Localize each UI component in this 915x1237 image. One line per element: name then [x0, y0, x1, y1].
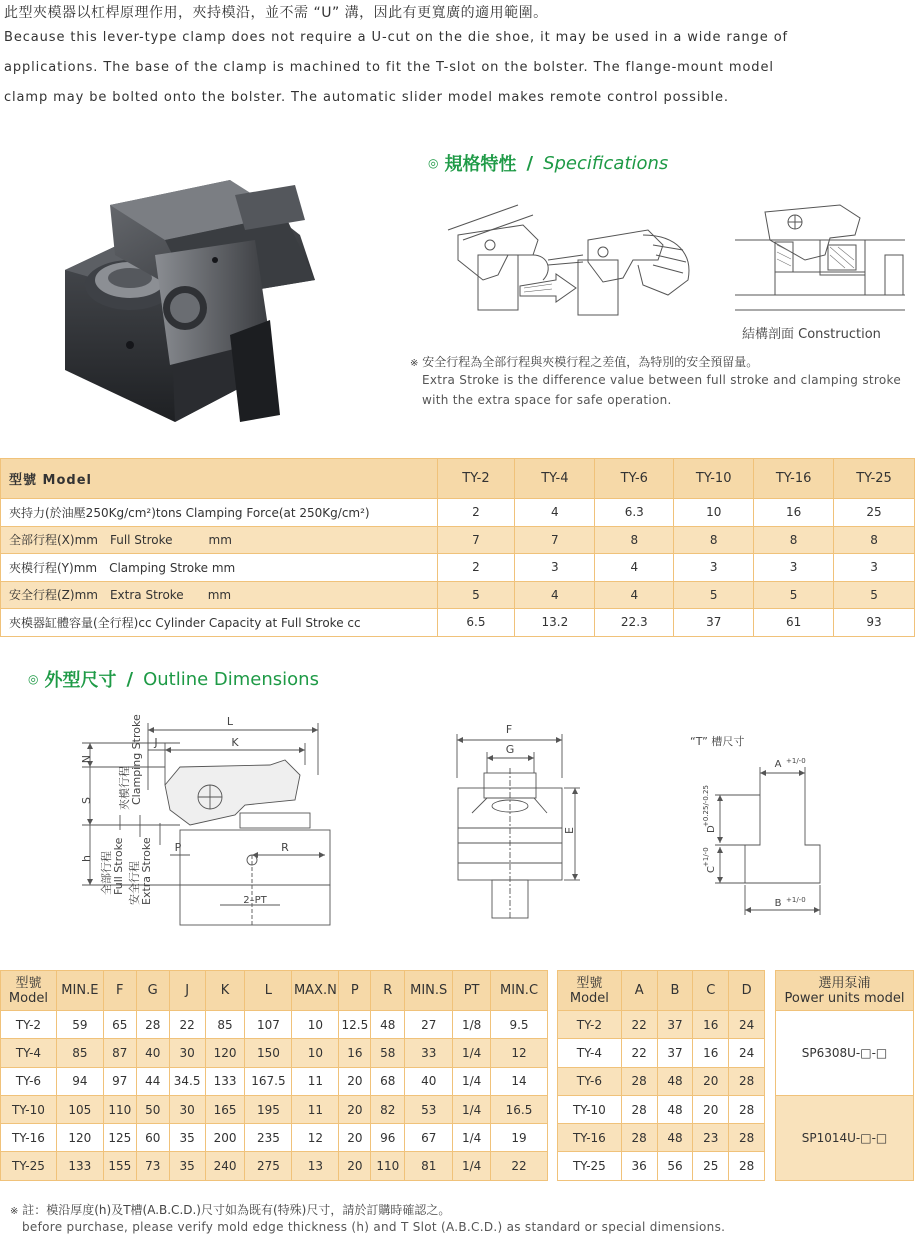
outline-dimensions-heading	[28, 666, 319, 692]
spec-cell: 4	[595, 554, 674, 582]
extra-stroke-en: Extra Stroke	[140, 837, 153, 905]
dim-cell: 10	[292, 1011, 339, 1039]
dim-cell: 155	[103, 1152, 136, 1180]
dim-cell: 40	[136, 1039, 169, 1067]
tslot-cell: 28	[729, 1152, 765, 1180]
tslot-cell: 16	[693, 1039, 729, 1067]
tslot-cell: 28	[729, 1067, 765, 1095]
spec-cell: 8	[754, 526, 834, 554]
dim-cell: 165	[205, 1095, 245, 1123]
spec-cell: 2	[437, 554, 515, 582]
spec-cell: 16	[754, 499, 834, 527]
power-units-header-en: Power units model	[784, 990, 905, 1006]
spec-model-header: 型號 Model	[1, 459, 438, 499]
dim-label-r: R	[281, 841, 289, 854]
spec-cell: 8	[674, 526, 754, 554]
power-units-header-zh: 選用泵浦	[818, 975, 871, 991]
dim-cell: 9.5	[491, 1011, 548, 1039]
dim-cell: 20	[339, 1095, 371, 1123]
heading-bullet-icon: ◎	[28, 672, 39, 686]
footer-note-zh-text: 註：模沿厚度(h)及T槽(A.B.C.D.)尺寸如為既有(特殊)尺寸，請於訂購時確認之。	[22, 1203, 451, 1217]
tslot-cell: 28	[621, 1067, 657, 1095]
dim-header: J	[169, 971, 205, 1011]
dim-cell: 110	[371, 1152, 405, 1180]
dim-cell: 30	[169, 1095, 205, 1123]
dim-cell: 48	[371, 1011, 405, 1039]
spec-cell: 6.3	[595, 499, 674, 527]
footer-note-mark-icon: ※	[10, 1206, 19, 1217]
tslot-cell: 48	[657, 1095, 693, 1123]
extra-stroke-note-en-line-2: with the extra space for safe operation.	[422, 393, 672, 407]
tslot-header: B	[657, 971, 693, 1011]
dim-cell: 11	[292, 1095, 339, 1123]
spec-row-label: 夾模行程(Y)mm Clamping Stroke mm	[1, 554, 438, 582]
dim-cell: 97	[103, 1067, 136, 1095]
dim-cell: 59	[56, 1011, 103, 1039]
dim-tol-a: +1/-0	[786, 757, 806, 765]
dim-cell: 110	[103, 1095, 136, 1123]
dim-cell: 87	[103, 1039, 136, 1067]
power-unit-row	[776, 1096, 914, 1181]
dim-label-n: N	[80, 755, 93, 764]
table-row	[1, 1067, 548, 1095]
spec-cell: 6.5	[437, 609, 515, 637]
dim-header: K	[205, 971, 245, 1011]
dim-cell: 275	[245, 1152, 292, 1180]
dim-cell: 22	[169, 1011, 205, 1039]
spec-row-label: 安全行程(Z)mm Extra Stroke mm	[1, 581, 438, 609]
specifications-title-zh: 規格特性	[444, 154, 517, 175]
tslot-cell: 37	[657, 1011, 693, 1039]
dim-cell: 85	[56, 1039, 103, 1067]
tslot-cell: TY-4	[558, 1039, 622, 1067]
dim-cell: 167.5	[245, 1067, 292, 1095]
clamp-operation-diagram	[438, 200, 703, 325]
dim-label-s: S	[80, 797, 93, 804]
note-mark-icon: ※	[410, 358, 419, 369]
dim-cell: TY-16	[1, 1124, 57, 1152]
tslot-cell: 28	[621, 1124, 657, 1152]
construction-section-diagram	[730, 200, 910, 325]
tslot-cell: 37	[657, 1039, 693, 1067]
tslot-cell: TY-2	[558, 1011, 622, 1039]
dim-cell: 12.5	[339, 1011, 371, 1039]
dim-cell: 34.5	[169, 1067, 205, 1095]
table-row	[558, 1124, 765, 1152]
outline-title-en: Outline Dimensions	[143, 668, 319, 690]
spec-model-ty-4: TY-4	[515, 459, 595, 499]
intro-text-en-line-2: applications. The base of the clamp is machined to fit the T-slot on the bolster. The flange-mount model	[4, 60, 774, 75]
dim-label-f: F	[505, 723, 513, 736]
tslot-cell: 48	[657, 1124, 693, 1152]
dim-cell: 35	[169, 1152, 205, 1180]
tslot-cell: TY-10	[558, 1095, 622, 1123]
dim-label-p: P	[174, 841, 182, 854]
spec-row-label: 夾模器缸體容量(全行程)cc Cylinder Capacity at Full Stroke cc	[1, 609, 438, 637]
dim-cell: 35	[169, 1124, 205, 1152]
dim-tol-b: +1/-0	[786, 896, 806, 904]
power-units-table	[775, 970, 914, 1181]
dim-cell: 1/4	[453, 1039, 491, 1067]
spec-cell: 3	[674, 554, 754, 582]
dim-cell: 28	[136, 1011, 169, 1039]
spec-cell: 5	[754, 581, 834, 609]
dim-cell: 20	[339, 1067, 371, 1095]
dim-cell: 65	[103, 1011, 136, 1039]
full-stroke-zh: 全部行程	[100, 851, 113, 895]
dim-cell: 120	[56, 1124, 103, 1152]
dimensions-table	[0, 970, 548, 1181]
tslot-header: D	[729, 971, 765, 1011]
dim-cell: 235	[245, 1124, 292, 1152]
dim-cell: 27	[405, 1011, 453, 1039]
dim-cell: 96	[371, 1124, 405, 1152]
spec-row-extra-stroke	[1, 581, 915, 609]
dim-cell: 12	[491, 1039, 548, 1067]
dim-cell: 1/4	[453, 1067, 491, 1095]
dim-cell: 1/8	[453, 1011, 491, 1039]
tslot-cell: 16	[693, 1011, 729, 1039]
construction-label: 結構剖面 Construction	[742, 327, 881, 342]
spec-model-ty-25: TY-25	[834, 459, 915, 499]
spec-cell: 5	[674, 581, 754, 609]
dim-cell: 16	[339, 1039, 371, 1067]
dim-cell: 240	[205, 1152, 245, 1180]
dim-cell: 33	[405, 1039, 453, 1067]
extra-stroke-note-zh-text: 安全行程為全部行程與夾模行程之差值，為特別的安全預留量。	[422, 355, 759, 369]
spec-cell: 7	[515, 526, 595, 554]
dim-cell: 20	[339, 1152, 371, 1180]
dim-header: L	[245, 971, 292, 1011]
table-row	[558, 1011, 765, 1039]
spec-cell: 61	[754, 609, 834, 637]
front-view-dimension-drawing	[452, 718, 592, 923]
dim-cell: 1/4	[453, 1124, 491, 1152]
dim-cell: 1/4	[453, 1095, 491, 1123]
spec-cell: 4	[515, 499, 595, 527]
spec-cell: 93	[834, 609, 915, 637]
dim-header: G	[136, 971, 169, 1011]
spec-cell: 10	[674, 499, 754, 527]
tslot-cell: 23	[693, 1124, 729, 1152]
dim-label-d: D	[706, 825, 717, 833]
dim-cell: 13	[292, 1152, 339, 1180]
power-units-header	[776, 971, 914, 1011]
dim-tol-d: +0.25/-0.25	[702, 785, 710, 827]
tslot-table	[557, 970, 765, 1181]
outline-title-zh: 外型尺寸	[44, 670, 117, 691]
spec-cell: 5	[834, 581, 915, 609]
dim-tol-c: +1/-0	[702, 847, 710, 867]
spec-cell: 22.3	[595, 609, 674, 637]
dim-cell: 12	[292, 1124, 339, 1152]
dim-header: P	[339, 971, 371, 1011]
dim-header: MIN.E	[56, 971, 103, 1011]
table-row	[1, 1095, 548, 1123]
spec-row-label: 全部行程(X)mm Full Stroke mm	[1, 526, 438, 554]
spec-cell: 8	[834, 526, 915, 554]
dim-cell: 94	[56, 1067, 103, 1095]
extra-stroke-note-en-line-1: Extra Stroke is the difference value between full stroke and clamping stroke	[422, 373, 902, 387]
dim-cell: 14	[491, 1067, 548, 1095]
table-row	[1, 1152, 548, 1180]
dim-cell: 120	[205, 1039, 245, 1067]
footer-note-zh	[10, 1201, 450, 1218]
spec-cell: 3	[515, 554, 595, 582]
side-view-dimension-drawing	[70, 705, 340, 935]
dim-cell: 85	[205, 1011, 245, 1039]
dim-cell: 44	[136, 1067, 169, 1095]
table-row	[1, 1124, 548, 1152]
dim-label-2pt: 2–PT	[243, 895, 267, 906]
intro-text-en-line-3: clamp may be bolted onto the bolster. The automatic slider model makes remote control possible.	[4, 90, 729, 105]
heading-bullet-icon: ◎	[428, 156, 439, 170]
dim-label-g: G	[505, 743, 515, 756]
dim-header: R	[371, 971, 405, 1011]
intro-text-zh: 此型夾模器以杠桿原理作用，夾持模沿，並不需 “U” 溝，因此有更寬廣的適用範圍。	[4, 5, 548, 21]
power-unit-row	[776, 1011, 914, 1096]
specifications-table	[0, 458, 915, 637]
dim-cell: 53	[405, 1095, 453, 1123]
extra-stroke-note-zh	[410, 353, 758, 370]
dim-cell: TY-4	[1, 1039, 57, 1067]
spec-model-ty-10: TY-10	[674, 459, 754, 499]
dim-header: MIN.C	[491, 971, 548, 1011]
dim-cell: 125	[103, 1124, 136, 1152]
spec-row-clamping-stroke	[1, 554, 915, 582]
tslot-cell: 48	[657, 1067, 693, 1095]
dim-cell: 20	[339, 1124, 371, 1152]
footer-note-en: before purchase, please verify mold edge thickness (h) and T Slot (A.B.C.D.) as standard or special dimensions.	[22, 1220, 726, 1234]
power-unit-model-2: SP1014U-□-□	[776, 1096, 914, 1181]
dim-cell: 30	[169, 1039, 205, 1067]
dim-label-h: h	[80, 855, 93, 862]
heading-separator: /	[526, 152, 534, 174]
full-stroke-en: Full Stroke	[112, 837, 125, 895]
dim-cell: TY-6	[1, 1067, 57, 1095]
power-unit-model-1: SP6308U-□-□	[776, 1011, 914, 1096]
spec-cell: 4	[515, 581, 595, 609]
dim-header: MIN.S	[405, 971, 453, 1011]
tslot-cell: 24	[729, 1011, 765, 1039]
spec-row-label: 夾持力(於油壓250Kg/cm²)tons Clamping Force(at 250Kg/cm²)	[1, 499, 438, 527]
spec-row-cylinder-capacity	[1, 609, 915, 637]
specifications-heading	[428, 150, 668, 176]
table-row	[1, 1011, 548, 1039]
dim-cell: 133	[205, 1067, 245, 1095]
dim-cell: 11	[292, 1067, 339, 1095]
dim-label-b: B	[774, 898, 782, 909]
dim-label-l: L	[226, 715, 234, 728]
dim-cell: 16.5	[491, 1095, 548, 1123]
dim-cell: 133	[56, 1152, 103, 1180]
table-row	[558, 1039, 765, 1067]
dim-label-c: C	[706, 866, 717, 873]
dim-cell: 50	[136, 1095, 169, 1123]
table-row	[558, 1095, 765, 1123]
tslot-header-row	[558, 971, 765, 1011]
dim-cell: TY-25	[1, 1152, 57, 1180]
tslot-cell: 28	[729, 1124, 765, 1152]
tslot-cell: TY-25	[558, 1152, 622, 1180]
tslot-cell: 36	[621, 1152, 657, 1180]
tslot-cell: 56	[657, 1152, 693, 1180]
dim-label-k: K	[231, 736, 239, 749]
dim-cell: 68	[371, 1067, 405, 1095]
spec-cell: 13.2	[515, 609, 595, 637]
dimensions-header-row	[1, 971, 548, 1011]
specifications-title-en: Specifications	[543, 152, 669, 174]
power-units-header-row	[776, 971, 914, 1011]
dim-cell: TY-2	[1, 1011, 57, 1039]
dim-header: F	[103, 971, 136, 1011]
dim-label-a: A	[774, 759, 782, 770]
dim-label-j: J	[154, 736, 158, 749]
spec-cell: 8	[595, 526, 674, 554]
spec-model-ty-6: TY-6	[595, 459, 674, 499]
tslot-cell: 28	[621, 1095, 657, 1123]
tslot-cell: 22	[621, 1039, 657, 1067]
tslot-header-model: 型號 Model	[558, 971, 622, 1011]
table-row	[558, 1152, 765, 1180]
tslot-cell: 24	[729, 1039, 765, 1067]
dim-cell: 105	[56, 1095, 103, 1123]
spec-cell: 37	[674, 609, 754, 637]
dim-cell: 19	[491, 1124, 548, 1152]
intro-text-en-line-1: Because this lever-type clamp does not require a U-cut on the die shoe, it may be used in a wide range of	[4, 30, 789, 45]
spec-cell: 7	[437, 526, 515, 554]
dim-cell: 82	[371, 1095, 405, 1123]
dim-cell: 200	[205, 1124, 245, 1152]
tslot-cell: TY-16	[558, 1124, 622, 1152]
heading-separator: /	[126, 668, 134, 690]
tslot-dimension-drawing	[700, 755, 860, 925]
tslot-title: “T” 槽尺寸	[690, 735, 745, 748]
dim-header: MAX.N	[292, 971, 339, 1011]
dim-cell: 195	[245, 1095, 292, 1123]
spec-cell: 3	[754, 554, 834, 582]
dim-cell: 67	[405, 1124, 453, 1152]
spec-cell: 4	[595, 581, 674, 609]
dim-cell: 10	[292, 1039, 339, 1067]
dim-cell: 22	[491, 1152, 548, 1180]
dim-cell: 1/4	[453, 1152, 491, 1180]
dim-cell: 73	[136, 1152, 169, 1180]
table-row	[558, 1067, 765, 1095]
spec-model-ty-2: TY-2	[437, 459, 515, 499]
dim-cell: 40	[405, 1067, 453, 1095]
spec-model-ty-16: TY-16	[754, 459, 834, 499]
tslot-cell: 20	[693, 1095, 729, 1123]
table-row	[1, 1039, 548, 1067]
spec-row-clamping-force	[1, 499, 915, 527]
dim-cell: 81	[405, 1152, 453, 1180]
dim-header-model: 型號 Model	[1, 971, 57, 1011]
tslot-cell: 25	[693, 1152, 729, 1180]
dim-label-e: E	[563, 827, 576, 834]
spec-cell: 2	[437, 499, 515, 527]
tslot-cell: TY-6	[558, 1067, 622, 1095]
dim-cell: 107	[245, 1011, 292, 1039]
extra-stroke-zh: 安全行程	[128, 861, 141, 905]
tslot-cell: 28	[729, 1095, 765, 1123]
tslot-header: C	[693, 971, 729, 1011]
dim-cell: 150	[245, 1039, 292, 1067]
clamp-product-photo	[55, 160, 375, 430]
tslot-cell: 20	[693, 1067, 729, 1095]
dim-cell: TY-10	[1, 1095, 57, 1123]
dim-cell: 58	[371, 1039, 405, 1067]
tslot-cell: 22	[621, 1011, 657, 1039]
tslot-header: A	[621, 971, 657, 1011]
clamping-stroke-en: Clamping Stroke	[130, 714, 143, 805]
spec-cell: 5	[437, 581, 515, 609]
dim-header: PT	[453, 971, 491, 1011]
dim-cell: 60	[136, 1124, 169, 1152]
clamping-stroke-zh: 夾模行程	[118, 766, 131, 810]
spec-cell: 25	[834, 499, 915, 527]
spec-cell: 3	[834, 554, 915, 582]
spec-row-full-stroke	[1, 526, 915, 554]
